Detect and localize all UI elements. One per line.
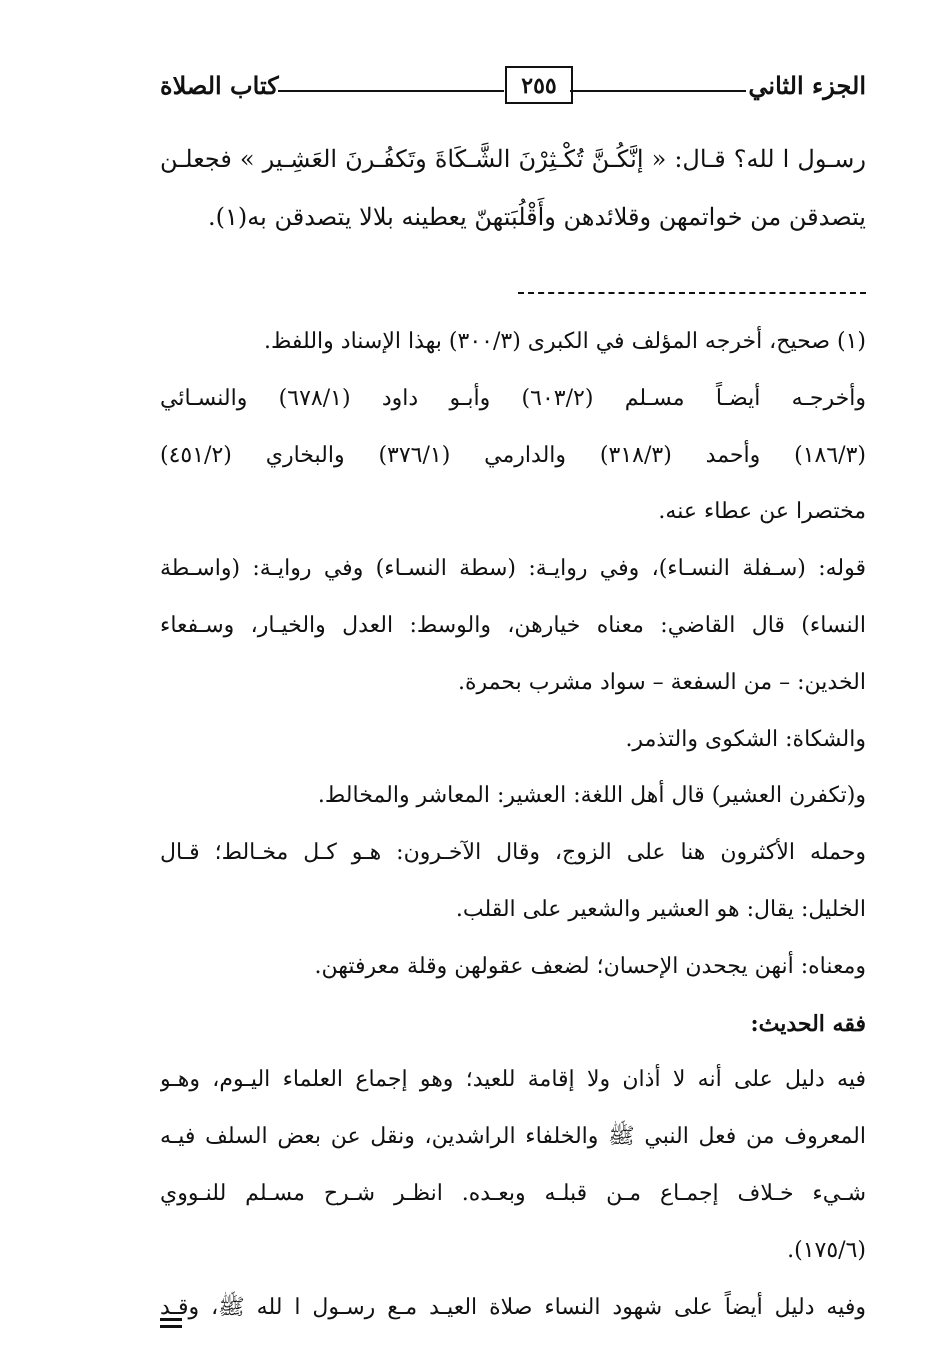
continuation-mark (160, 1318, 182, 1328)
footnote-line: (١) صحيح، أخرجه المؤلف في الكبرى (٣٠٠/٣) بهذا الإسناد واللفظ. (264, 329, 866, 354)
main-text (160, 130, 866, 246)
footnote-line: الخدين: – من السفعة – سواد مشرب بحمرة. (458, 669, 866, 695)
footnote-line: وأخرجـه أيضـاً مسـلم (٦٠٣/٢) وأبـو داود (٦٧٨/١) والنسـائي (160, 385, 866, 411)
text-line: يتصدقن من خواتمهن وقلائدهن وأَقْلُبَتهنّ يعطينه بلالا يتصدقن به(١). (208, 203, 866, 231)
footnote-line: النساء) قال القاضي: معناه خيارهن، والوسط: العدل والخيـار، وسـفعاء (160, 612, 866, 638)
book-title: كتاب الصلاة (160, 71, 279, 100)
footnote-line: قوله: (سـفلة النسـاء)، وفي روايـة: (سطة النسـاء) وفي روايـة: (واسـطة (160, 556, 866, 582)
footnote-line: و(تكفرن العشير) قال أهل اللغة: العشير: المعاشر والمخالط. (317, 783, 866, 809)
header-rule-right (570, 90, 746, 92)
footnote-line: وفيه دليل أيضاً على شهود النساء صلاة العيـد مـع رسـول ا لله ﷺ، وقـد (160, 1294, 866, 1320)
footnote-separator (518, 292, 866, 294)
footnote-line: فيه دليل على أنه لا أذان ولا إقامة للعيد؛ وهو إجماع العلماء اليـوم، وهـو (160, 1067, 866, 1093)
footnote-line: المعروف من فعل النبي ﷺ والخلفاء الراشدين، ونقل عن بعض السلف فيـه (160, 1124, 866, 1150)
footnote-line: (١٧٥/٦). (787, 1237, 866, 1263)
footnote-line: (١٨٦/٣) وأحمد (٣١٨/٣) والدارمي (٣٧٦/١) والبخاري (٤٥١/٢) (160, 442, 866, 468)
text-line: رسـول ا لله؟ قـال: « إنَّكُـنَّ تُكْـثِرْنَ الشَّـكَاةَ وتَكفُـرنَ العَشِـير » فجعلـن (160, 145, 866, 173)
section-heading: فقه الحديث: (750, 1010, 866, 1037)
footnote-line: مختصرا عن عطاء عنه. (658, 499, 866, 525)
footnotes (160, 314, 866, 1336)
footnote-line: والشكاة: الشكوى والتذمر. (625, 726, 866, 752)
page-header (160, 66, 866, 110)
header-rule-left (278, 90, 504, 92)
footnote-line: ومعناه: أنهن يجحدن الإحسان؛ لضعف عقولهن وقلة معرفتهن. (314, 953, 866, 979)
part-title: الجزء الثاني (748, 71, 866, 100)
footnote-line: شـيء خـلاف إجمـاع مـن قبلـه وبعـده. انظـر شـرح مسـلم للنـووي (160, 1180, 866, 1206)
footnote-line: الخليل: يقال: هو العشير والشعير على القلب. (455, 896, 866, 922)
page-number-box: ٢٥٥ (505, 66, 573, 104)
footnote-line: وحمله الأكثرون هنا على الزوج، وقال الآخـرون: هـو كـل مخـالط؛ قـال (160, 840, 866, 866)
